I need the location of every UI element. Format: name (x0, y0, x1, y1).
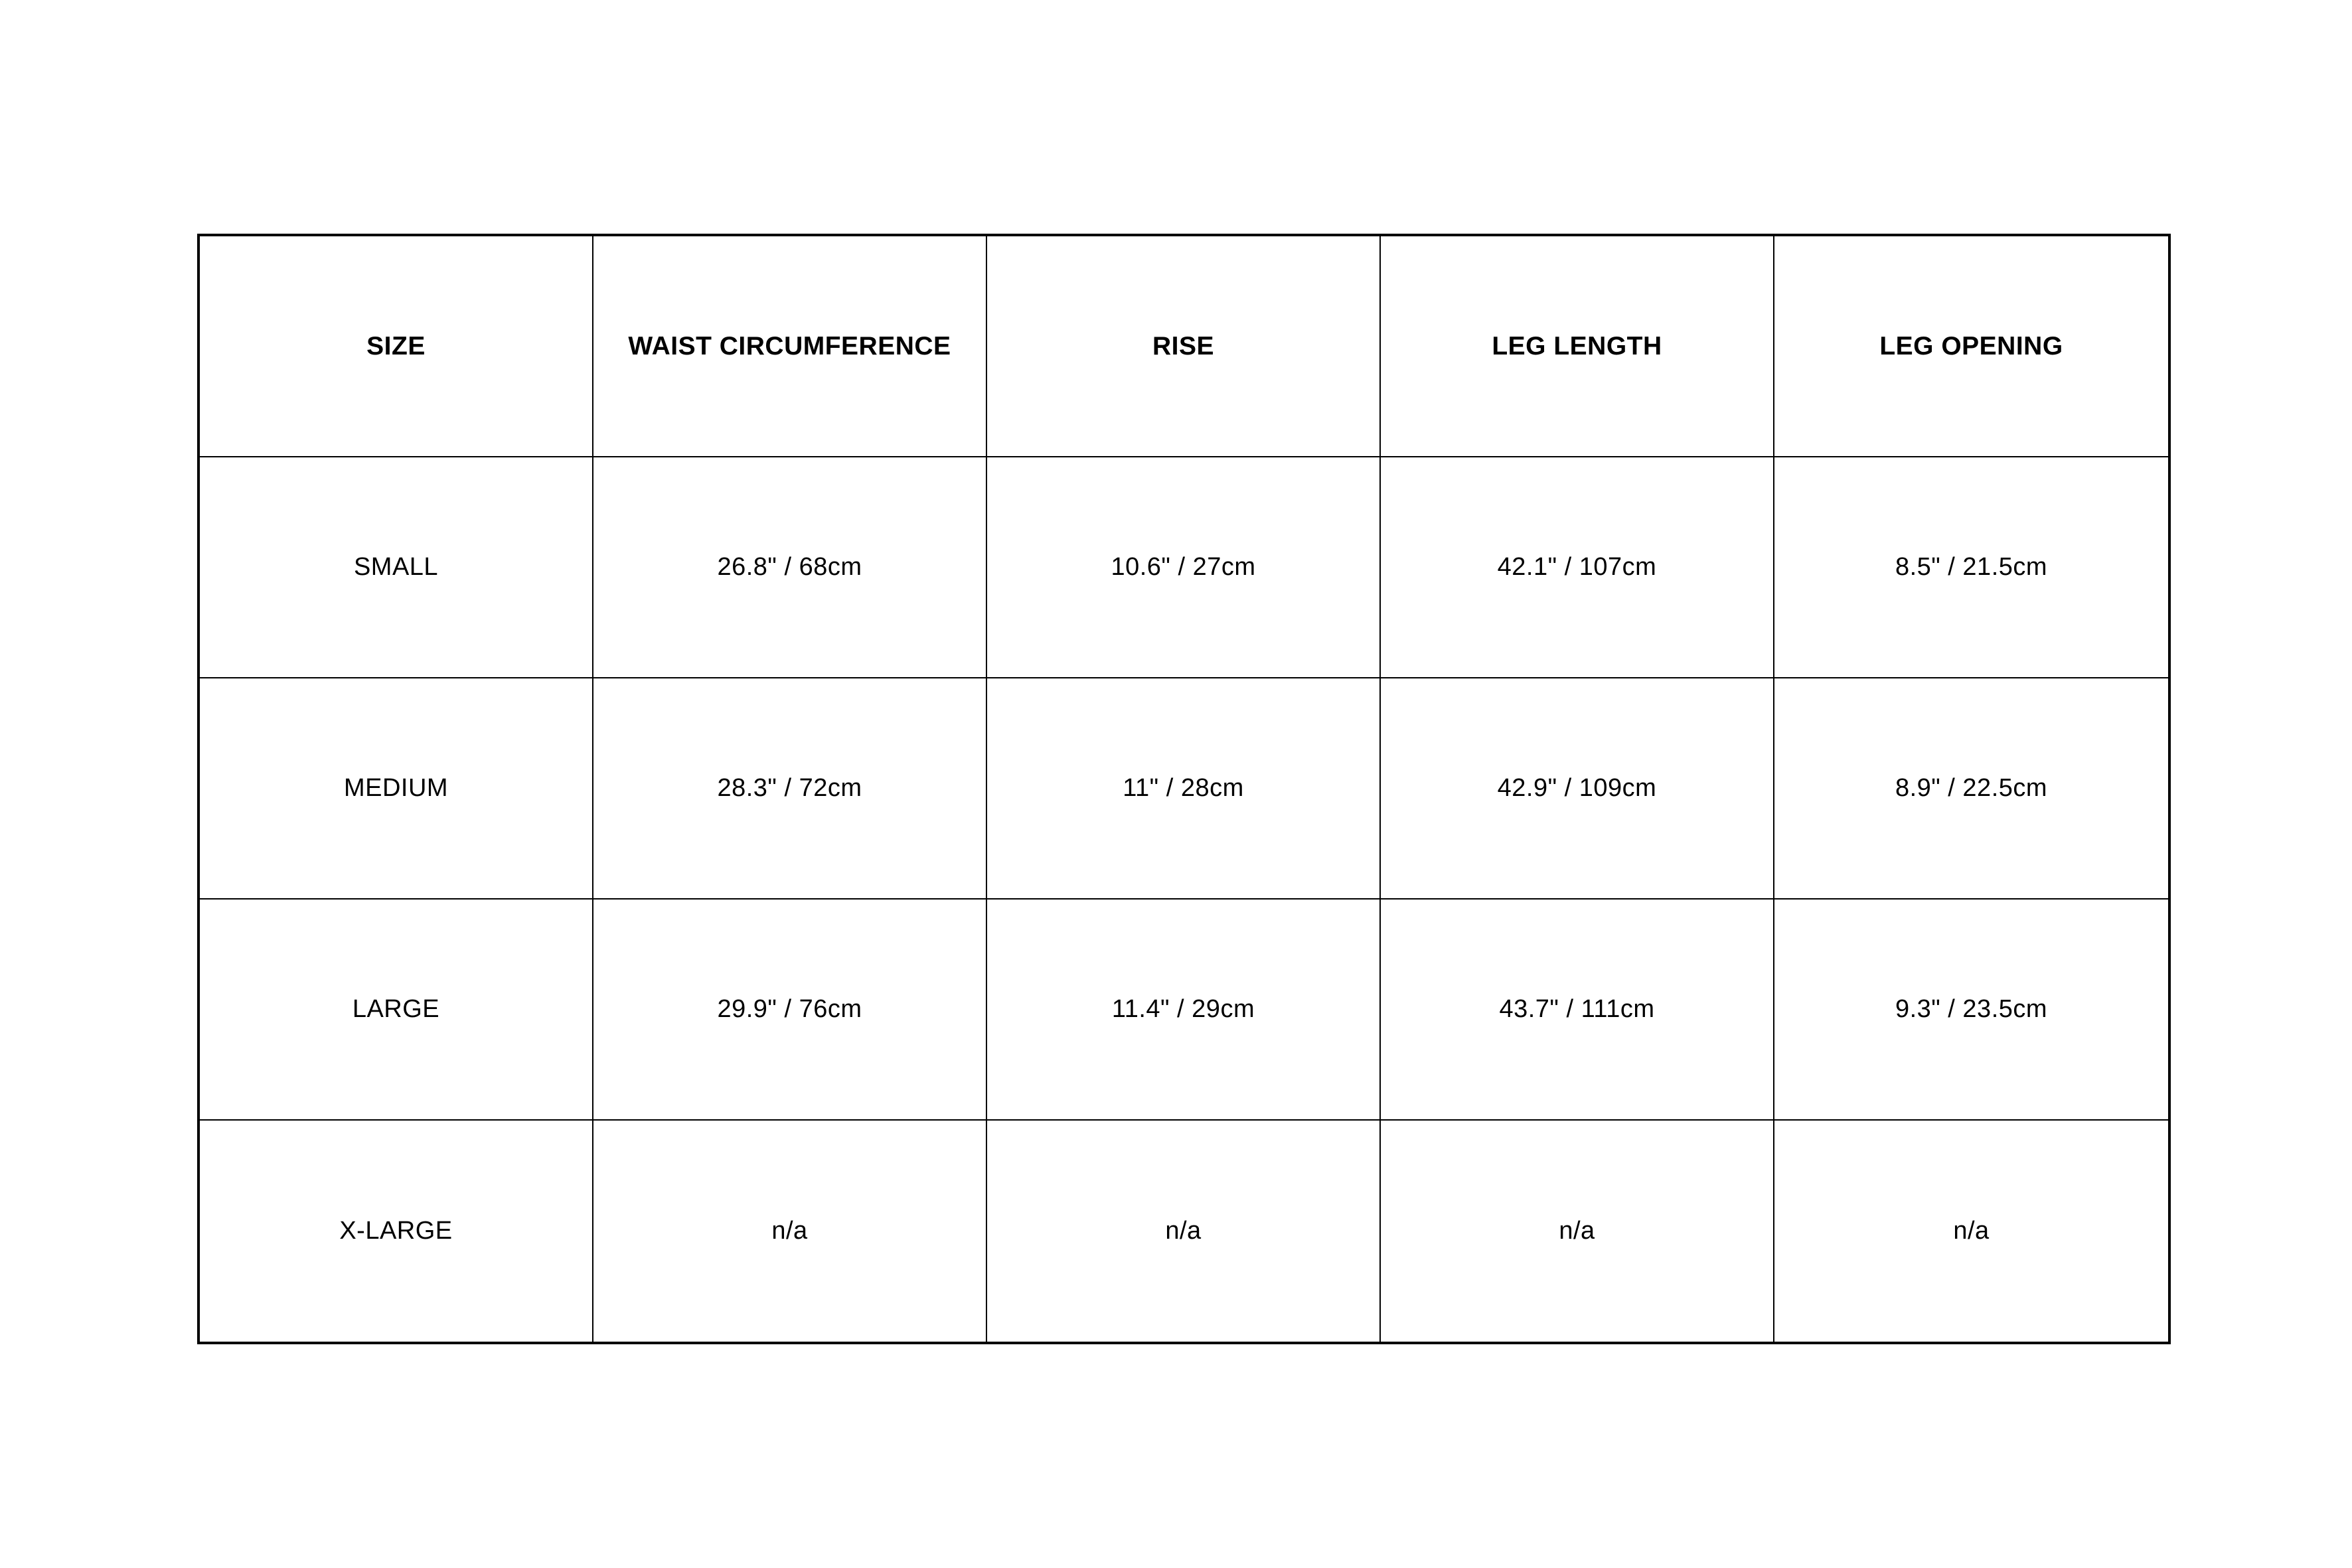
header-rise: RISE (987, 236, 1381, 457)
cell-xlarge-leg-length: n/a (1381, 1121, 1774, 1342)
cell-large-size: LARGE (200, 900, 593, 1121)
cell-large-leg-opening: 9.3" / 23.5cm (1774, 900, 2168, 1121)
cell-xlarge-rise: n/a (987, 1121, 1381, 1342)
header-size: SIZE (200, 236, 593, 457)
cell-large-leg-length: 43.7" / 111cm (1381, 900, 1774, 1121)
cell-medium-leg-length: 42.9" / 109cm (1381, 678, 1774, 900)
cell-small-size: SMALL (200, 457, 593, 678)
cell-medium-leg-opening: 8.9" / 22.5cm (1774, 678, 2168, 900)
header-leg-length: LEG LENGTH (1381, 236, 1774, 457)
cell-xlarge-leg-opening: n/a (1953, 1217, 1990, 1245)
cell-small-leg-opening: 8.5" / 21.5cm (1774, 457, 2168, 678)
cell-medium-waist: 28.3" / 72cm (593, 678, 987, 900)
header-waist-circumference: WAIST CIRCUMFERENCE (593, 236, 987, 457)
cell-xlarge-waist: n/a (593, 1121, 987, 1342)
cell-small-rise: 10.6" / 27cm (987, 457, 1381, 678)
cell-large-rise: 11.4" / 29cm (987, 900, 1381, 1121)
size-chart-table (197, 234, 2171, 1344)
cell-small-waist: 26.8" / 68cm (593, 457, 987, 678)
header-leg-opening: LEG OPENING (1774, 236, 2168, 457)
cell-xlarge-size: X-LARGE (200, 1121, 593, 1342)
cell-small-leg-length: 42.1" / 107cm (1381, 457, 1774, 678)
cell-large-waist: 29.9" / 76cm (593, 900, 987, 1121)
cell-medium-size: MEDIUM (200, 678, 593, 900)
cell-medium-rise: 11" / 28cm (987, 678, 1381, 900)
